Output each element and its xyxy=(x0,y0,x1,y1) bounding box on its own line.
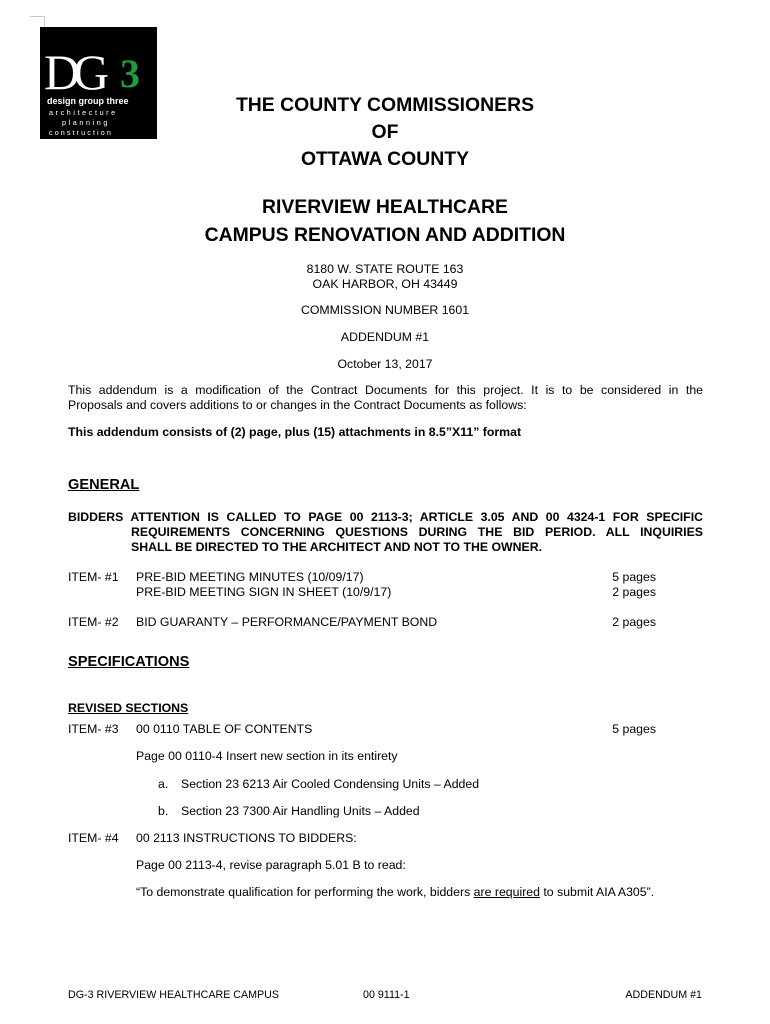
item-text: BID GUARANTY – PERFORMANCE/PAYMENT BOND xyxy=(136,615,438,629)
item-pages: 5 pages xyxy=(612,570,656,584)
general-heading: GENERAL xyxy=(68,477,140,493)
project-line-2: CAMPUS RENOVATION AND ADDITION xyxy=(204,224,566,246)
logo-line-1: design group three xyxy=(47,96,129,106)
item-text: PRE-BID MEETING SIGN IN SHEET (10/9/17) xyxy=(136,585,392,599)
intro-line-1: This addendum is a modification of the Contract Documents for this project. It is to be considered in the xyxy=(68,383,703,397)
logo-letters: DG xyxy=(44,44,103,100)
item-pages: 5 pages xyxy=(612,722,656,736)
footer-right: ADDENDUM #1 xyxy=(625,989,702,1001)
item-text: PRE-BID MEETING MINUTES (10/09/17) xyxy=(136,570,364,584)
item-3-list-marker-b: b. xyxy=(158,804,169,818)
item-label: ITEM- #4 xyxy=(68,831,119,845)
bidders-notice-line-2: REQUIREMENTS CONCERNING QUESTIONS DURING THE BID PERIOD. ALL INQUIRIES xyxy=(131,525,703,539)
item-label: ITEM- #2 xyxy=(68,615,119,629)
footer-left: DG-3 RIVERVIEW HEALTHCARE CAMPUS xyxy=(68,989,280,1001)
item-label: ITEM- #3 xyxy=(68,722,119,736)
item-text: 00 2113 INSTRUCTIONS TO BIDDERS: xyxy=(136,831,357,845)
specifications-heading: SPECIFICATIONS xyxy=(68,654,190,670)
item-label: ITEM- #1 xyxy=(68,570,119,584)
quote-underlined-text: are required xyxy=(473,885,540,899)
item-4-note: Page 00 2113-4, revise paragraph 5.01 B to read: xyxy=(136,858,406,872)
logo-number: 3 xyxy=(120,51,140,96)
logo-line-2: architecture xyxy=(49,108,118,117)
item-3-note: Page 00 0110-4 Insert new section in its entirety xyxy=(136,749,398,763)
logo-line-3: planning xyxy=(62,118,110,127)
corner-crop-mark xyxy=(30,16,45,27)
consists-statement: This addendum consists of (2) page, plus (15) attachments in 8.5”X11” format xyxy=(68,425,522,439)
logo-line-4: construction xyxy=(49,128,113,137)
addendum-number: ADDENDUM #1 xyxy=(340,330,430,344)
quote-text-before: “To demonstrate qualification for performing the work, bidders xyxy=(136,885,474,899)
item-pages: 2 pages xyxy=(612,615,656,629)
document-date: October 13, 2017 xyxy=(337,357,433,371)
project-line-1: RIVERVIEW HEALTHCARE xyxy=(262,196,508,218)
item-text: 00 0110 TABLE OF CONTENTS xyxy=(136,722,313,736)
commission-number: COMMISSION NUMBER 1601 xyxy=(300,303,470,317)
item-3-list-text-b: Section 23 7300 Air Handling Units – Added xyxy=(181,804,420,818)
title-line-1: THE COUNTY COMMISSIONERS xyxy=(235,94,535,116)
item-3-list-marker-a: a. xyxy=(158,777,169,791)
item-4-quote xyxy=(136,885,654,900)
quote-text-after: to submit AIA A305”. xyxy=(539,885,655,899)
revised-sections-heading: REVISED SECTIONS xyxy=(68,701,189,715)
item-pages: 2 pages xyxy=(612,585,656,599)
title-line-3: OTTAWA COUNTY xyxy=(300,148,470,170)
bidders-notice-line-1: BIDDERS ATTENTION IS CALLED TO PAGE 00 2113-3; ARTICLE 3.05 AND 00 4324-1 FOR SPECIFIC xyxy=(68,510,703,524)
footer-center: 00 9111-1 xyxy=(363,989,410,1001)
bidders-notice-line-3: SHALL BE DIRECTED TO THE ARCHITECT AND NOT TO THE OWNER. xyxy=(131,540,543,554)
address-line-2: OAK HARBOR, OH 43449 xyxy=(312,277,458,291)
item-3-list-text-a: Section 23 6213 Air Cooled Condensing Units – Added xyxy=(181,777,480,791)
intro-line-2: Proposals and covers additions to or changes in the Contract Documents as follows: xyxy=(68,398,527,412)
address-line-1: 8180 W. STATE ROUTE 163 xyxy=(306,262,464,276)
title-line-2: OF xyxy=(371,121,399,143)
